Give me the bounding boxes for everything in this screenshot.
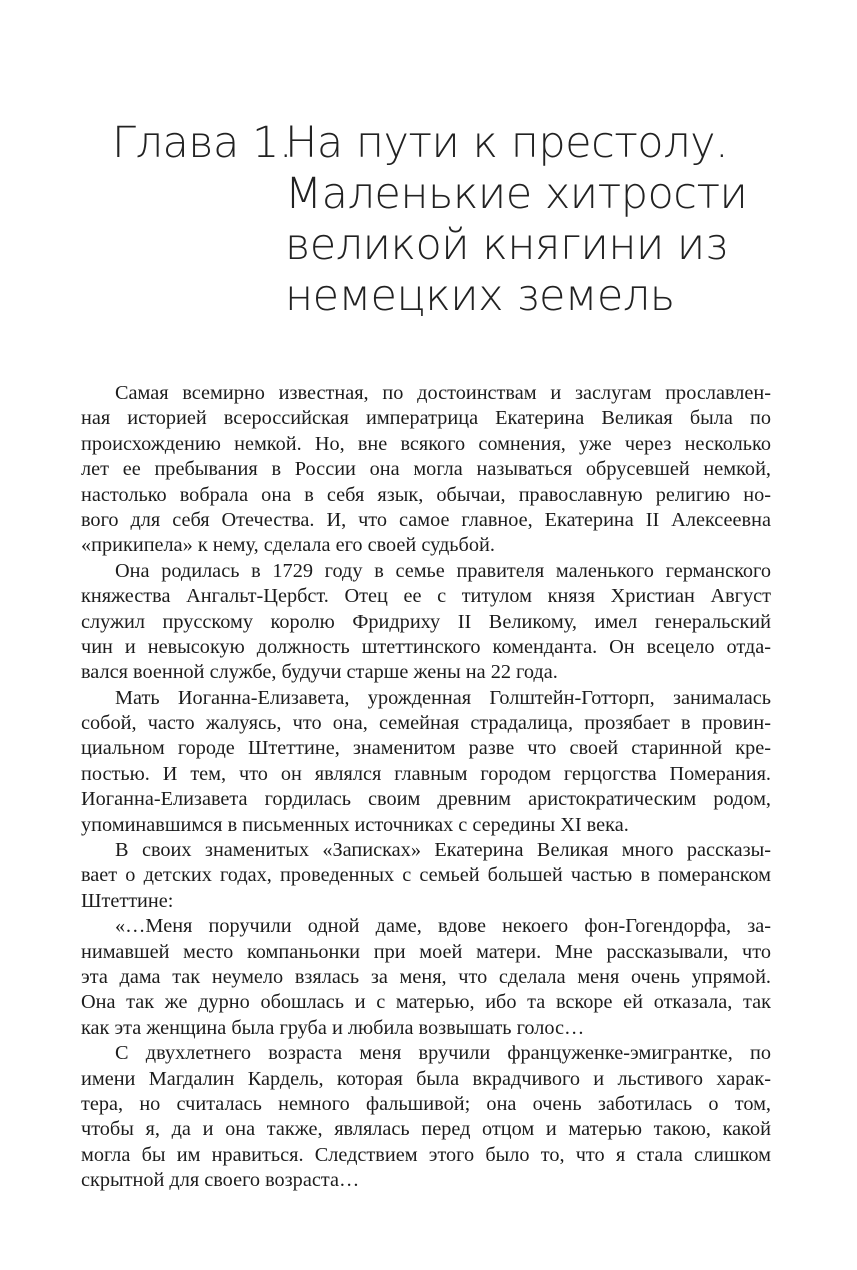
chapter-heading-row-1 [112, 118, 812, 169]
chapter-title-line: На пути к престолу. [285, 118, 729, 168]
quote-paragraph [81, 1041, 771, 1193]
text-line: лет ее пребывания в России она могла называться обрусевшей немкой, [81, 458, 771, 481]
text-line: Она родилась в 1729 году в семье правителя маленького германского [115, 559, 771, 582]
text-line: «…Меня поручили одной даме, вдове некоего фон-Гогендорфа, за- [115, 915, 771, 938]
text-line: С двухлетнего возраста меня вручили француженке-эмигрантке, по [115, 1042, 771, 1065]
paragraph [81, 381, 771, 559]
text-line: скрытной для своего возраста… [81, 1169, 360, 1192]
text-line: В своих знаменитых «Записках» Екатерина Великая много рассказы- [115, 839, 771, 862]
text-line: как эта женщина была груба и любила возвышать голос… [81, 1016, 585, 1039]
chapter-title-line: великой княгини из [285, 220, 728, 270]
text-line: собой, часто жалуясь, что она, семейная страдалица, прозябает в провин- [81, 712, 771, 735]
chapter-number: Глава 1. [112, 118, 293, 168]
text-line: вает о детских годах, проведенных с семьей большей частью в померанском [81, 864, 771, 887]
chapter-heading-row-2 [112, 169, 812, 220]
paragraph [81, 838, 771, 914]
text-line: Мать Иоганна-Елизавета, урожденная Голштейн-Готторп, занималась [115, 686, 771, 709]
text-line: упоминавшимся в письменных источниках с середины XI века. [81, 813, 629, 836]
text-line: чин и невысокую должность штеттинского коменданта. Он всецело отда- [81, 635, 771, 658]
text-line: Штеттине: [81, 889, 174, 912]
paragraph [81, 686, 771, 838]
paragraph [81, 559, 771, 686]
text-line: постью. И тем, что он являлся главным городом герцогства Померания. [81, 762, 771, 785]
text-line: княжества Ангальт-Цербст. Отец ее с титулом князя Христиан Август [81, 585, 771, 608]
text-line: эта дама так неумело взялась за меня, что сделала меня очень упрямой. [81, 965, 771, 988]
chapter-title-line: немецких земель [285, 271, 675, 321]
text-line: ная историей всероссийская императрица Екатерина Великая была по [81, 407, 771, 430]
text-line: Иоганна-Елизавета гордилась своим древним аристократическим родом, [81, 788, 771, 811]
text-line: «прикипела» к нему, сделала его своей судьбой. [81, 534, 495, 557]
text-line: тера, но считалась немного фальшивой; она очень заботилась о том, [81, 1092, 771, 1115]
chapter-heading-row-4 [112, 271, 812, 322]
text-line: могла бы им нравиться. Следствием этого было то, что я стала слишком [81, 1143, 771, 1166]
quote-paragraph [81, 914, 771, 1041]
text-line: вался военной службе, будучи старше жены на 22 года. [81, 661, 558, 684]
text-line: Самая всемирно известная, по достоинствам и заслугам прославлен- [115, 382, 771, 404]
text-line: служил прусскому королю Фридриху II Великому, имел генеральский [81, 610, 771, 633]
text-line: происхождению немкой. Но, вне всякого сомнения, уже через несколько [81, 432, 771, 455]
text-line: имени Магдалин Кардель, которая была вкрадчивого и льстивого харак- [81, 1067, 771, 1090]
text-line: нимавшей место компаньонки при моей матери. Мне рассказывали, что [81, 940, 771, 963]
chapter-heading-row-3 [112, 220, 812, 271]
chapter-title-line: Маленькие хитрости [285, 169, 748, 219]
text-line: настолько вобрала она в себя язык, обычаи, православную религию но- [81, 483, 771, 506]
body-text [81, 381, 771, 1194]
text-line: вого для себя Отечества. И, что самое главное, Екатерина II Алексеевна [81, 508, 771, 531]
chapter-heading [112, 118, 812, 322]
text-line: Она так же дурно обошлась и с матерью, ибо та вскоре ей отказала, так [81, 991, 771, 1014]
text-line: циальном городе Штеттине, знаменитом разве что своей старинной кре- [81, 737, 771, 760]
text-line: чтобы я, да и она также, являлась перед отцом и матерью такою, какой [81, 1118, 771, 1141]
